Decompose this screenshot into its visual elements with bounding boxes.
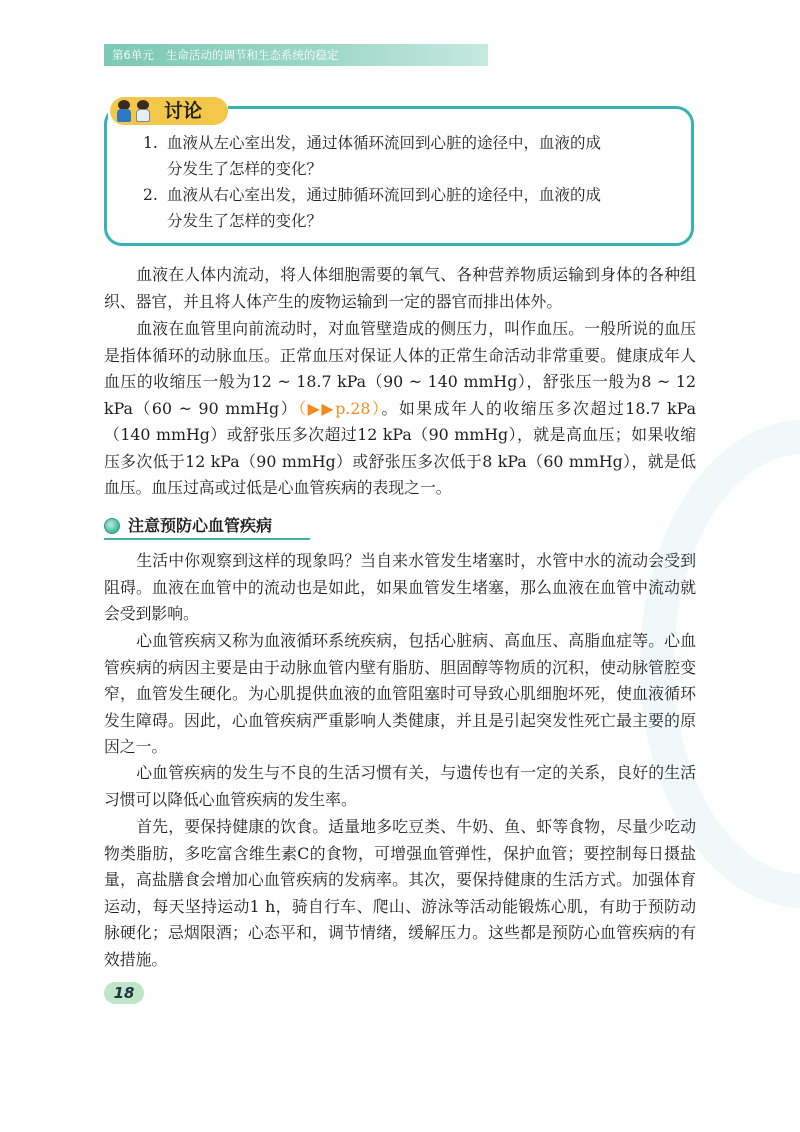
- page-reference-link[interactable]: （▶▶p.28）: [298, 398, 382, 418]
- discussion-question-2: 2. 血液从右心室出发，通过肺循环流回到心脏的途径中，血液的成 分发生了怎样的变化？: [143, 186, 602, 230]
- paragraph-prevention: 首先，要保持健康的饮食。适量地多吃豆类、牛奶、鱼、虾等食物，尽量少吃动物类脂肪，多吃富含维生素C的食物，可增强血管弹性，保护血管；要控制每日摄盐量，高盐膳食会增加心血管疾病的发病率。其次，要保持健康的生活方式。加强体育运动，每天坚持运动1 h，骑自行车、爬山、游泳等活动能锻炼心肌，有助于预防动脉硬化；忌烟限酒；心态平和，调节情绪，缓解压力。这些都是预防心血管疾病的有效措施。: [104, 817, 696, 969]
- paragraph-lifestyle: 心血管疾病的发生与不良的生活习惯有关，与遗传也有一定的关系，良好的生活习惯可以降低心血管疾病的发生率。: [104, 763, 696, 809]
- student-figure-icon: [136, 100, 150, 122]
- paragraph-blood-pressure: 血液在血管里向前流动时，对血管壁造成的侧压力，叫作血压。一般所说的血压是指体循环的动脉血压。正常血压对保证人体的正常生命活动非常重要。健康成年人血压的收缩压一般为12 ~ 18.7 kPa（90 ~ 140 mmHg），舒张压一般为8 ~ 12 kPa（60 ~ 90 mmHg）（▶▶p.28）。如果成年人的收缩压多次超过18.7 kPa（140 mmHg）或舒张压多次超过12 kPa（90 mmHg），就是高血压；如果收缩压多次低于12 kPa（90 mmHg）或舒张压多次低于8 kPa（60 mmHg），就是低血压。血压过高或过低是心血管疾病的表现之一。: [104, 319, 696, 497]
- page-number: 18: [104, 982, 144, 1004]
- unit-label: 第6单元: [112, 48, 154, 62]
- discussion-question-1: 1. 血液从左心室出发，通过体循环流回到心脏的途径中，血液的成 分发生了怎样的变化？: [143, 134, 602, 178]
- paragraph-blood-transport: 血液在人体内流动，将人体细胞需要的氧气、各种营养物质运输到身体的各种组织、器官，并且将人体产生的废物运输到一定的器官而排出体外。: [104, 265, 696, 311]
- unit-title: 生命活动的调节和生态系统的稳定: [165, 48, 339, 62]
- section-bullet-icon: [104, 518, 120, 534]
- section-title: 注意预防心血管疾病: [128, 516, 273, 535]
- section-underline: [104, 538, 310, 540]
- paragraph-cvd-causes: 心血管疾病又称为血液循环系统疾病，包括心脏病、高血压、高脂血症等。心血管疾病的病因主要是由于动脉血管内壁有脂肪、胆固醇等物质的沉积，使动脉管腔变窄，血管发生硬化。为心肌提供血液的血管阻塞时可导致心肌细胞坏死，使血液循环发生障碍。因此，心血管疾病严重影响人类健康，并且是引起突发性死亡最主要的原因之一。: [104, 631, 696, 756]
- discussion-title: 讨论: [164, 100, 203, 122]
- paragraph-water-pipe: 生活中你观察到这样的现象吗？当自来水管发生堵塞时，水管中水的流动会受到阻碍。血液在血管中的流动也是如此，如果血管发生堵塞，那么血液在血管中流动就会受到影响。: [104, 551, 696, 623]
- unit-header-bar: [104, 44, 488, 66]
- student-figure-icon: [117, 100, 131, 122]
